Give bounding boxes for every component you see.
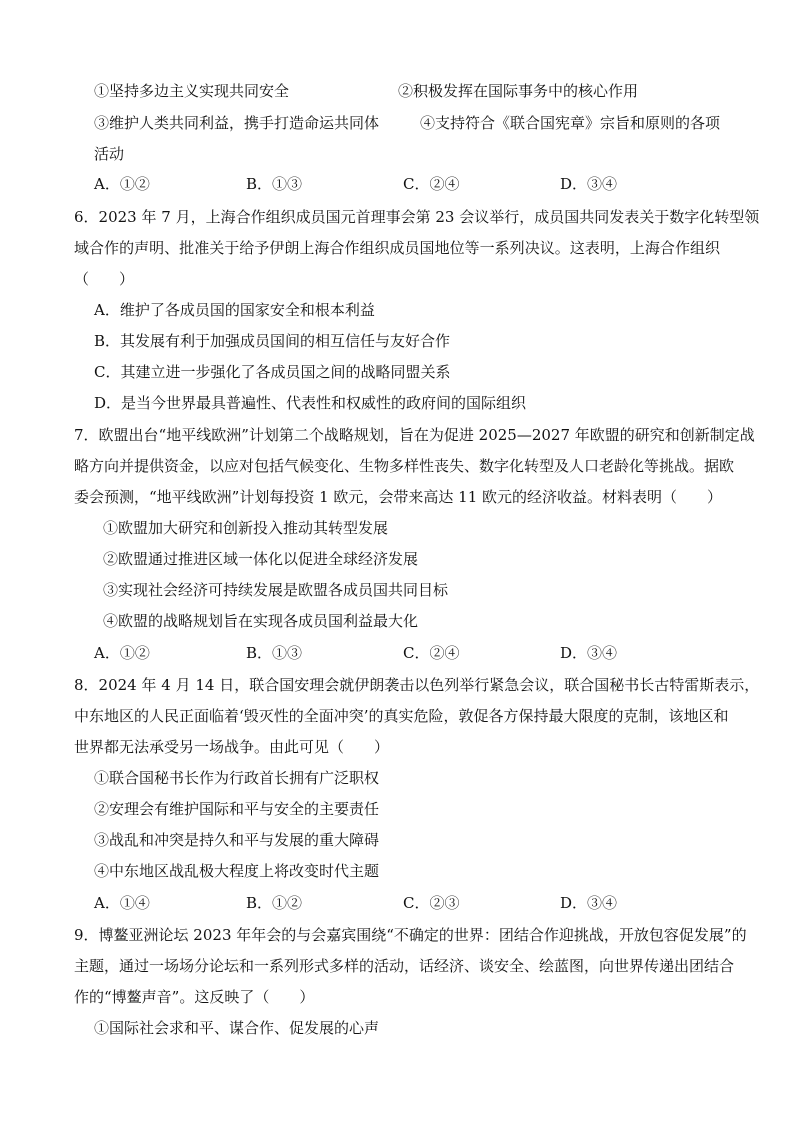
q8-stem-line-2: 中东地区的人民正面临着‘毁灭性的全面冲突’的真实危险，敦促各方保持最大限度的克制，该地区和 <box>74 707 729 725</box>
q5-option-d[interactable]: D．③④ <box>560 175 618 193</box>
q5-statement-2: ②积极发挥在国际事务中的核心作用 <box>398 82 639 100</box>
q8-option-d[interactable]: D．③④ <box>560 894 618 912</box>
q9-stem-line-1: 9．博鳌亚洲论坛 2023 年年会的与会嘉宾围绕“不确定的世界：团结合作迎挑战，开放包容促发展”的 <box>74 926 747 944</box>
q8-stem-line-1: 8．2024 年 4 月 14 日，联合国安理会就伊朗袭击以色列举行紧急会议，联合国秘书长古特雷斯表示， <box>74 676 760 694</box>
q6-choice-b[interactable]: B．其发展有利于加强成员国间的相互信任与友好合作 <box>94 332 451 350</box>
q5-statement-4-continued: 活动 <box>94 145 125 163</box>
q7-option-b[interactable]: B．①③ <box>246 644 303 662</box>
q7-stem-line-3: 委会预测，“地平线欧洲”计划每投资 1 欧元，会带来高达 11 欧元的经济收益。材料表明（ ） <box>74 488 723 506</box>
q7-stem-line-1: 7．欧盟出台“地平线欧洲”计划第二个战略规划，旨在为促进 2025—2027 年欧盟的研究和创新制定战 <box>74 426 755 444</box>
q8-statement-1: ①联合国秘书长作为行政首长拥有广泛职权 <box>94 769 380 787</box>
q7-statement-1: ①欧盟加大研究和创新投入推动其转型发展 <box>103 519 389 537</box>
q7-option-c[interactable]: C．②④ <box>403 644 460 662</box>
q5-statement-4: ④支持符合《联合国宪章》宗旨和原则的各项 <box>420 114 721 132</box>
q5-statement-3: ③维护人类共同利益，携手打造命运共同体 <box>94 114 380 132</box>
q8-option-a[interactable]: A．①④ <box>94 894 150 912</box>
q8-option-b[interactable]: B．①② <box>246 894 303 912</box>
q8-stem-line-3: 世界都无法承受另一场战争。由此可见（ ） <box>74 738 390 756</box>
q8-option-c[interactable]: C．②③ <box>403 894 460 912</box>
q7-stem-line-2: 略方向并提供资金，以应对包括气候变化、生物多样性丧失、数字化转型及人口老龄化等挑战。据欧 <box>74 457 735 475</box>
q7-statement-3: ③实现社会经济可持续发展是欧盟各成员国共同目标 <box>103 581 449 599</box>
q7-option-d[interactable]: D．③④ <box>560 644 618 662</box>
q6-choice-a[interactable]: A．维护了各成员国的国家安全和根本利益 <box>94 301 375 319</box>
q9-stem-line-2: 主题，通过一场场分论坛和一系列形式多样的活动，话经济、谈安全、绘蓝图，向世界传递出团结合 <box>74 957 735 975</box>
q8-statement-2: ②安理会有维护国际和平与安全的主要责任 <box>94 800 380 818</box>
q5-option-c[interactable]: C．②④ <box>403 175 460 193</box>
q5-option-a[interactable]: A．①② <box>94 175 150 193</box>
q9-stem-line-3: 作的“博鳌声音”。这反映了（ ） <box>74 988 315 1006</box>
q8-statement-4: ④中东地区战乱极大程度上将改变时代主题 <box>94 862 380 880</box>
q6-choice-d[interactable]: D．是当今世界最具普遍性、代表性和权威性的政府间的国际组织 <box>94 394 527 412</box>
q6-stem-line-3: （ ） <box>74 270 135 288</box>
q6-stem-line-2: 域合作的声明、批准关于给予伊朗上海合作组织成员国地位等一系列决议。这表明，上海合作组织 <box>74 239 720 257</box>
q5-option-b[interactable]: B．①③ <box>246 175 303 193</box>
q7-statement-2: ②欧盟通过推进区域一体化以促进全球经济发展 <box>103 550 419 568</box>
q5-statement-1: ①坚持多边主义实现共同安全 <box>94 82 290 100</box>
q9-statement-1: ①国际社会求和平、谋合作、促发展的心声 <box>94 1019 380 1037</box>
q7-statement-4: ④欧盟的战略规划旨在实现各成员国利益最大化 <box>103 612 419 630</box>
q8-statement-3: ③战乱和冲突是持久和平与发展的重大障碍 <box>94 831 380 849</box>
q7-option-a[interactable]: A．①② <box>94 644 150 662</box>
q6-stem-line-1: 6．2023 年 7 月，上海合作组织成员国元首理事会第 23 会议举行，成员国共同发表关于数字化转型领 <box>74 208 760 226</box>
q6-choice-c[interactable]: C．其建立进一步强化了各成员国之间的战略同盟关系 <box>94 363 451 381</box>
